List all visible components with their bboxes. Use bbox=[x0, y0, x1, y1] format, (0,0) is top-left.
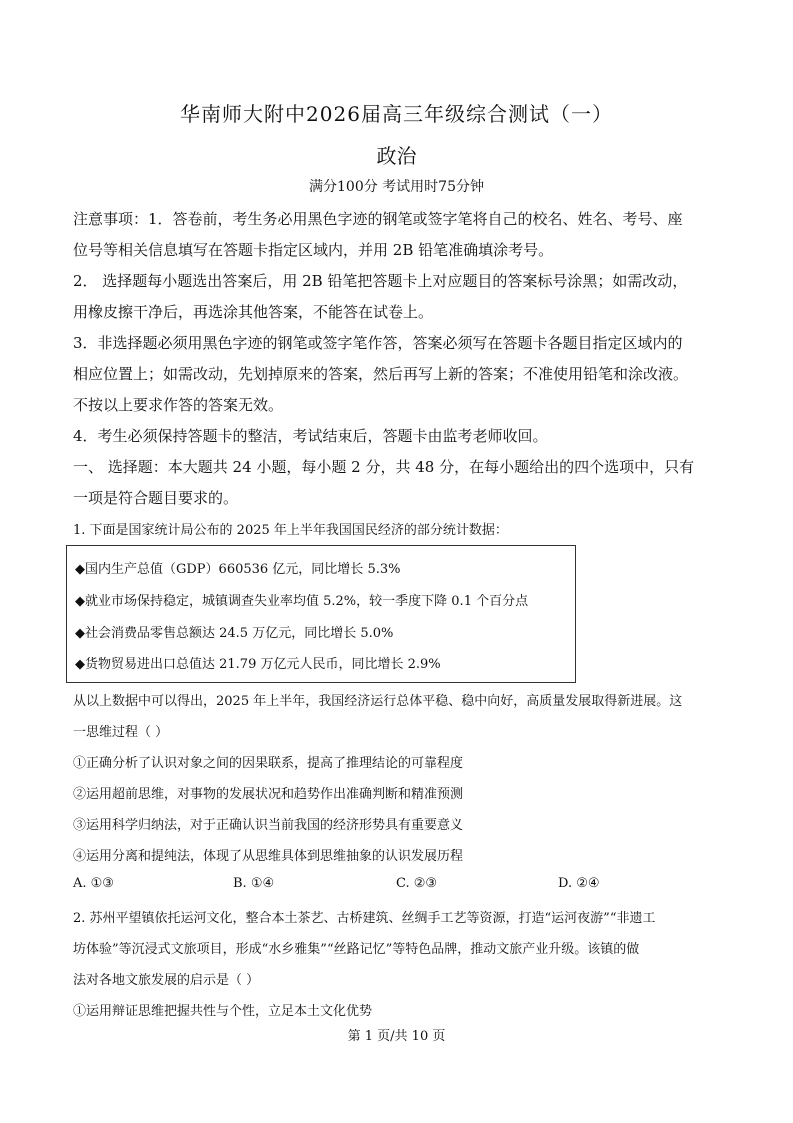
q1-stem: 1. 下面是国家统计局公布的 2025 年上半年我国国民经济的部分统计数据： bbox=[73, 523, 508, 538]
q1-statement: ④运用分离和提纯法，体现了从思维具体到思维抽象的认识发展历程 bbox=[73, 849, 464, 864]
notice-line: 用橡皮擦干净后，再选涂其他答案，不能答在试卷上。 bbox=[73, 303, 434, 321]
q1-option-b: B. ①④ bbox=[233, 876, 275, 891]
q1-option-d: D. ②④ bbox=[558, 876, 600, 891]
q1-option-c: C. ②③ bbox=[396, 876, 438, 891]
exam-title: 华南师大附中2026届高三年级综合测试（一） bbox=[180, 102, 613, 126]
notice-line: 相应位置上；如需改动，先划掉原来的答案，然后再写上新的答案；不准使用铅笔和涂改液。 bbox=[73, 365, 689, 383]
q1-option-a: A. ①③ bbox=[73, 876, 114, 891]
page-footer: 第 1 页/共 10 页 bbox=[347, 1029, 446, 1044]
q1-statement: ③运用科学归纳法，对于正确认识当前我国的经济形势具有重要意义 bbox=[73, 818, 464, 833]
q2-line: 法对各地文旅发展的启示是（ ） bbox=[73, 973, 260, 988]
subject-heading: 政治 bbox=[376, 144, 417, 168]
data-item: ◆社会消费品零售总额达 24.5 万亿元，同比增长 5.0% bbox=[75, 626, 394, 641]
q2-line: 2. 苏州平望镇依托运河文化，整合本土茶艺、古桥建筑、丝绸手工艺等资源，打造“运河夜游”“非遗工 bbox=[73, 911, 656, 926]
notice-line: 3．非选择题必须用黑色字迹的钢笔或签字笔作答，答案必须写在答题卡各题目指定区域内的 bbox=[73, 334, 683, 352]
data-box bbox=[66, 545, 576, 683]
notice-line: 注意事项：1．答卷前，考生务必用黑色字迹的钢笔或签字笔将自己的校名、姓名、考号、座 bbox=[73, 210, 683, 228]
q1-statement: ①正确分析了认识对象之间的因果联系，提高了推理结论的可靠程度 bbox=[73, 756, 464, 771]
q1-body: 从以上数据中可以得出，2025 年上半年，我国经济运行总体平稳、稳中向好，高质量发展取得新进展。这 bbox=[73, 694, 683, 709]
data-item: ◆就业市场保持稳定，城镇调查失业率均值 5.2%，较一季度下降 0.1 个百分点 bbox=[75, 594, 529, 609]
data-item: ◆货物贸易进出口总值达 21.79 万亿元人民币，同比增长 2.9% bbox=[75, 657, 441, 672]
data-item: ◆国内生产总值（GDP）660536 亿元，同比增长 5.3% bbox=[75, 562, 401, 577]
notice-line: 位号等相关信息填写在答题卡指定区域内，并用 2B 铅笔准确填涂考号。 bbox=[73, 241, 554, 259]
notice-line: 4．考生必须保持答题卡的整洁，考试结束后，答题卡由监考老师收回。 bbox=[73, 427, 548, 445]
q2-line: 坊体验”等沉浸式文旅项目，形成“水乡雅集”“丝路记忆”等特色品牌，推动文旅产业升级。该镇的做 bbox=[73, 942, 640, 957]
q2-line: ①运用辩证思维把握共性与个性，立足本土文化优势 bbox=[73, 1004, 373, 1019]
section-heading: 一、 选择题：本大题共 24 小题，每小题 2 分，共 48 分，在每小题给出的四个选项中，只有 bbox=[73, 458, 695, 476]
notice-line: 不按以上要求作答的答案无效。 bbox=[73, 396, 284, 414]
q1-body: 一思维过程（ ） bbox=[73, 725, 169, 740]
q1-statement: ②运用超前思维，对事物的发展状况和趋势作出准确判断和精准预测 bbox=[73, 787, 464, 802]
section-heading: 一项是符合题目要求的。 bbox=[73, 489, 239, 507]
exam-meta: 满分100分 考试用时75分钟 bbox=[309, 179, 484, 195]
notice-line: 2． 选择题每小题选出答案后，用 2B 铅笔把答题卡上对应题目的答案标号涂黑；如需改动， bbox=[73, 272, 688, 290]
